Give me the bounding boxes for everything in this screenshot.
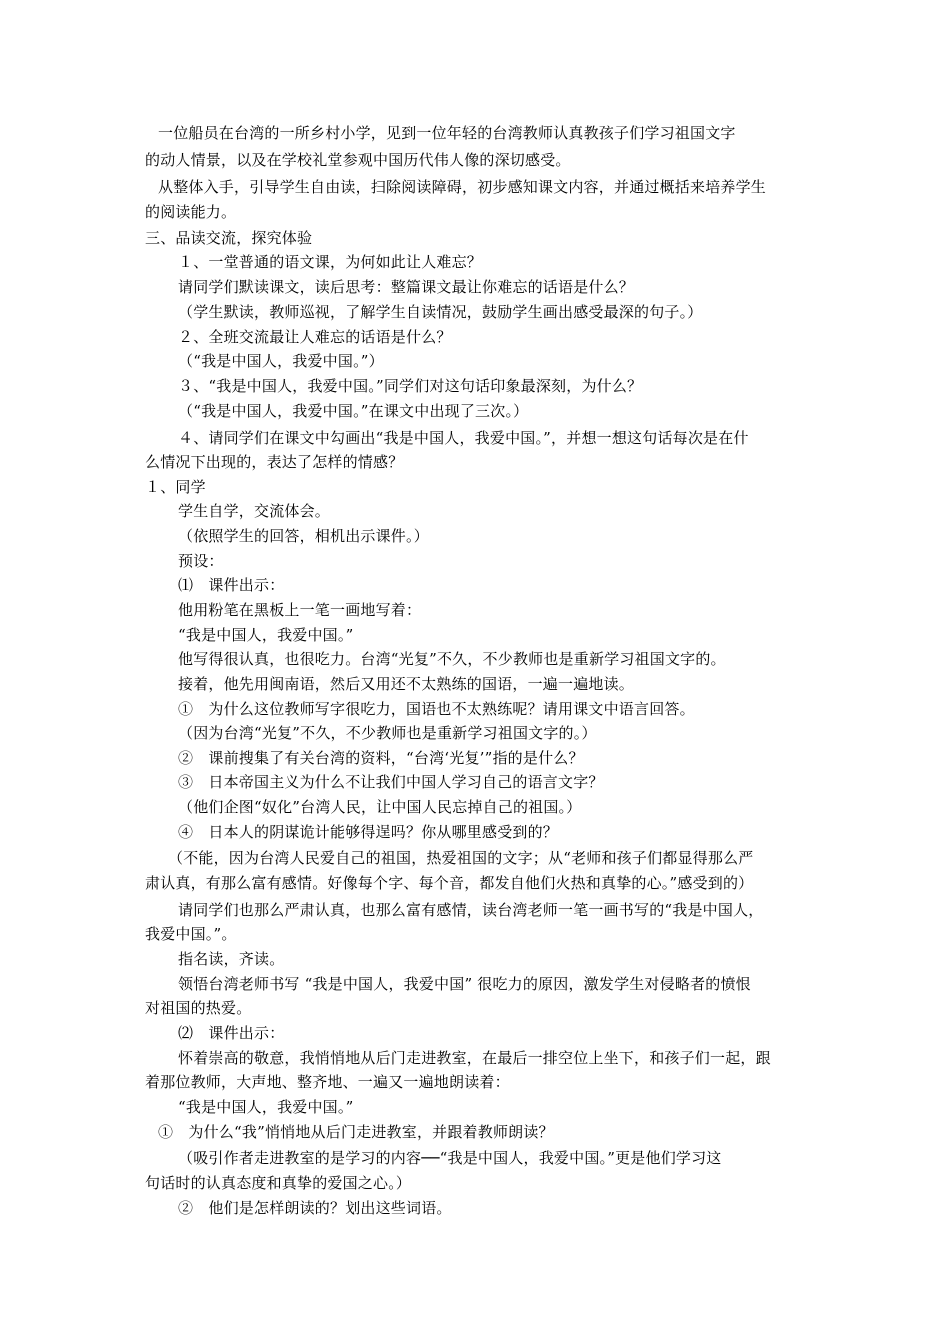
paragraph-line: 领悟台湾老师书写 “我是中国人，我爱中国” 很吃力的原因，激发学生对侵略者的愤恨	[178, 975, 751, 993]
paragraph-line: 请同学们默读课文，读后思考：整篇课文最让你难忘的话语是什么？	[178, 278, 635, 296]
subsection-heading: ⑵ 课件出示：	[178, 1024, 285, 1042]
question-line: ４、请同学们在课文中勾画出“我是中国人，我爱中国。”，并想一想这句话每次是在什	[178, 429, 749, 447]
paragraph-line: 学生自学，交流体会。	[178, 502, 331, 520]
subsection-heading: ⑴ 课件出示：	[178, 576, 285, 594]
answer-line: （不能，因为台湾人民爱自己的祖国，热爱祖国的文字；从“老师和孩子们都显得那么严	[168, 849, 754, 867]
quote-line: 他用粉笔在黑板上一笔一画地写着：	[178, 601, 422, 619]
answer-line: （依照学生的回答，相机出示课件。）	[178, 527, 429, 545]
answer-line: 肃认真，有那么富有感情。好像每个字、每个音，都发自他们火热和真挚的心。”感受到的）	[145, 874, 754, 892]
quote-line: 着那位教师，大声地、整齐地、一遍又一遍地朗读着：	[145, 1073, 510, 1091]
paragraph-line: 的阅读能力。	[145, 203, 237, 221]
quote-line: 怀着崇高的敬意，我悄悄地从后门走进教室，在最后一排空位上坐下，和孩子们一起，跟	[178, 1049, 771, 1067]
question-line: ２、全班交流最让人难忘的话语是什么？	[178, 328, 452, 346]
paragraph-line: 么情况下出现的，表达了怎样的情感？	[145, 453, 404, 471]
paragraph-line: 从整体入手，引导学生自由读，扫除阅读障碍，初步感知课文内容，并通过概括来培养学生	[158, 178, 767, 196]
quote-line: “我是中国人，我爱中国。”	[178, 626, 354, 644]
question-line: １、一堂普通的语文课，为何如此让人难忘？	[178, 253, 483, 271]
question-line: ① 为什么“我”悄悄地从后门走进教室，并跟着教师朗读？	[158, 1123, 554, 1141]
answer-line: （因为台湾“光复”不久，不少教师也是重新学习祖国文字的。）	[178, 724, 597, 742]
question-line: ② 他们是怎样朗读的？划出这些词语。	[178, 1199, 452, 1217]
answer-line: （学生默读，教师巡视，了解学生自读情况，鼓励学生画出感受最深的句子。）	[178, 303, 703, 321]
answer-line: （他们企图“奴化”台湾人民，让中国人民忘掉自己的祖国。）	[178, 798, 582, 816]
quote-line: 他写得很认真，也很吃力。台湾“光复”不久，不少教师也是重新学习祖国文字的。	[178, 650, 726, 668]
paragraph-line: 我爱中国。”。	[145, 925, 237, 943]
answer-line: （“我是中国人，我爱中国。”在课文中出现了三次。）	[178, 402, 529, 420]
question-line: ④ 日本人的阴谋诡计能够得逞吗？你从哪里感受到的？	[178, 823, 559, 841]
quote-line: “我是中国人，我爱中国。”	[178, 1098, 354, 1116]
paragraph-line: 预设：	[178, 552, 224, 570]
paragraph-line: 的动人情景，以及在学校礼堂参观中国历代伟人像的深切感受。	[145, 151, 571, 169]
section-heading: 三、品读交流，探究体验	[145, 229, 313, 247]
question-line: ① 为什么这位教师写字很吃力，国语也不太熟练呢？请用课文中语言回答。	[178, 700, 695, 718]
answer-line: 句话时的认真态度和真挚的爱国之心。）	[145, 1174, 412, 1192]
paragraph-line: 对祖国的热爱。	[145, 999, 252, 1017]
list-item: １、同学	[145, 478, 206, 496]
answer-line: （“我是中国人，我爱中国。”）	[178, 352, 384, 370]
answer-line: （吸引作者走进教室的是学习的内容──“我是中国人，我爱中国。”更是他们学习这	[178, 1149, 722, 1167]
paragraph-line: 一位船员在台湾的一所乡村小学，见到一位年轻的台湾教师认真教孩子们学习祖国文字	[158, 124, 736, 142]
question-line: ② 课前搜集了有关台湾的资料，“台湾‘光复’”指的是什么？	[178, 749, 584, 767]
paragraph-line: 请同学们也那么严肃认真，也那么富有感情，读台湾老师一笔一画书写的“我是中国人，	[178, 901, 764, 919]
paragraph-line: 指名读，齐读。	[178, 950, 285, 968]
question-line: ３、“我是中国人，我爱中国。”同学们对这句话印象最深刻，为什么？	[178, 377, 643, 395]
question-line: ③ 日本帝国主义为什么不让我们中国人学习自己的语言文字？	[178, 773, 604, 791]
quote-line: 接着，他先用闽南语，然后又用还不太熟练的国语，一遍一遍地读。	[178, 675, 635, 693]
